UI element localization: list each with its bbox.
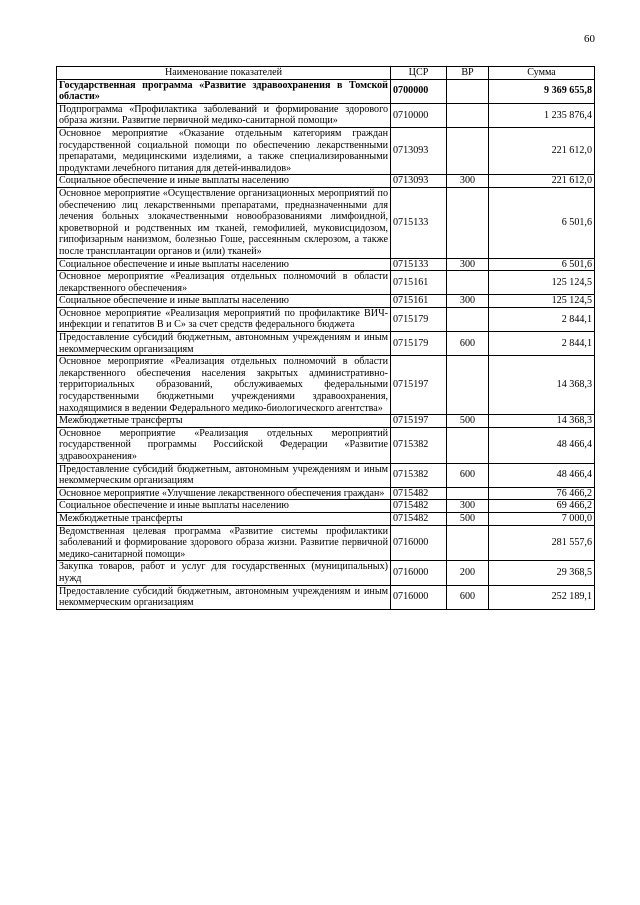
row-vr-cell <box>447 487 489 500</box>
row-csr-cell: 0715133 <box>391 187 447 258</box>
row-sum-cell: 6 501,6 <box>489 258 595 271</box>
row-vr-cell <box>447 127 489 174</box>
row-vr-cell <box>447 525 489 561</box>
row-sum-cell: 6 501,6 <box>489 187 595 258</box>
row-csr-cell: 0715482 <box>391 487 447 500</box>
row-name-cell: Социальное обеспечение и иные выплаты населению <box>57 258 391 271</box>
row-csr-cell: 0715197 <box>391 415 447 428</box>
row-vr-cell <box>447 79 489 103</box>
row-vr-cell <box>447 187 489 258</box>
row-name-cell: Предоставление субсидий бюджетным, автономным учреждениям и иным некоммерческим организациям <box>57 463 391 487</box>
row-name-cell: Межбюджетные трансферты <box>57 512 391 525</box>
row-csr-cell: 0715133 <box>391 258 447 271</box>
row-sum-cell: 76 466,2 <box>489 487 595 500</box>
row-name-cell: Основное мероприятие «Реализация мероприятий по профилактике ВИЧ-инфекции и гепатитов B и C» за счет средств федерального бюджета <box>57 307 391 331</box>
row-vr-cell <box>447 103 489 127</box>
row-csr-cell: 0710000 <box>391 103 447 127</box>
row-vr-cell <box>447 271 489 295</box>
table-row <box>57 356 595 415</box>
row-vr-cell: 500 <box>447 512 489 525</box>
row-csr-cell: 0716000 <box>391 525 447 561</box>
table-row <box>57 103 595 127</box>
row-sum-cell: 2 844,1 <box>489 332 595 356</box>
row-csr-cell: 0715382 <box>391 463 447 487</box>
row-name-cell: Ведомственная целевая программа «Развитие системы профилактики заболеваний и формирование здорового образа жизни. Развитие первичной медико-санитарной помощи» <box>57 525 391 561</box>
row-name-cell: Социальное обеспечение и иные выплаты населению <box>57 175 391 188</box>
row-name-cell: Социальное обеспечение и иные выплаты населению <box>57 295 391 308</box>
table-row <box>57 295 595 308</box>
table-row <box>57 500 595 513</box>
table-row <box>57 525 595 561</box>
row-sum-cell: 69 466,2 <box>489 500 595 513</box>
row-sum-cell: 281 557,6 <box>489 525 595 561</box>
row-csr-cell: 0715161 <box>391 271 447 295</box>
row-sum-cell: 9 369 655,8 <box>489 79 595 103</box>
row-vr-cell: 300 <box>447 258 489 271</box>
table-row <box>57 271 595 295</box>
row-sum-cell: 7 000,0 <box>489 512 595 525</box>
table-header-row <box>57 67 595 80</box>
row-csr-cell: 0716000 <box>391 585 447 609</box>
row-name-cell: Социальное обеспечение и иные выплаты населению <box>57 500 391 513</box>
row-csr-cell: 0715482 <box>391 512 447 525</box>
table-row <box>57 307 595 331</box>
table-row <box>57 463 595 487</box>
row-sum-cell: 14 368,3 <box>489 415 595 428</box>
row-sum-cell: 29 368,5 <box>489 561 595 585</box>
header-vr: ВР <box>447 67 489 80</box>
header-csr: ЦСР <box>391 67 447 80</box>
row-csr-cell: 0700000 <box>391 79 447 103</box>
row-name-cell: Основное мероприятие «Реализация отдельных мероприятий государственной программы Российской Федерации «Развитие здравоохранения» <box>57 427 391 463</box>
row-name-cell: Подпрограмма «Профилактика заболеваний и формирование здорового образа жизни. Развитие первичной медико-санитарной помощи» <box>57 103 391 127</box>
row-sum-cell: 48 466,4 <box>489 427 595 463</box>
row-vr-cell: 600 <box>447 332 489 356</box>
row-sum-cell: 14 368,3 <box>489 356 595 415</box>
row-sum-cell: 221 612,0 <box>489 127 595 174</box>
table-row <box>57 487 595 500</box>
row-vr-cell <box>447 427 489 463</box>
table-row <box>57 585 595 609</box>
row-name-cell: Закупка товаров, работ и услуг для государственных (муниципальных) нужд <box>57 561 391 585</box>
budget-table <box>56 66 595 610</box>
row-name-cell: Основное мероприятие «Осуществление организационных мероприятий по обеспечению лиц лекарственными препаратами, предназначенными для лечения больных злокачественными новообразованиями лимфоидной, кроветворной и родственных им тканей, гемофилией, муковисцидозом, гипофизарным нанизмом, болезнью Гоше, рассеянным склерозом, а также после трансплантации органов и (или) тканей» <box>57 187 391 258</box>
row-csr-cell: 0715179 <box>391 307 447 331</box>
row-name-cell: Основное мероприятие «Реализация отдельных полномочий в области лекарственного обеспечения населения закрытых административно-территориальных образований, обслуживаемых федеральными государственными бюджетными учреждениями здравоохранения, находящимися в ведении Федерального медико-биологического агентства» <box>57 356 391 415</box>
row-name-cell: Основное мероприятие «Оказание отдельным категориям граждан государственной социальной помощи по обеспечению лекарственными препаратами, медицинскими изделиями, а также специализированными продуктами лечебного питания для детей-инвалидов» <box>57 127 391 174</box>
row-name-cell: Государственная программа «Развитие здравоохранения в Томской области» <box>57 79 391 103</box>
row-csr-cell: 0715197 <box>391 356 447 415</box>
row-name-cell: Основное мероприятие «Улучшение лекарственного обеспечения граждан» <box>57 487 391 500</box>
row-vr-cell: 200 <box>447 561 489 585</box>
row-csr-cell: 0715179 <box>391 332 447 356</box>
row-vr-cell: 300 <box>447 295 489 308</box>
row-sum-cell: 125 124,5 <box>489 271 595 295</box>
table-row <box>57 187 595 258</box>
header-name: Наименование показателей <box>57 67 391 80</box>
row-name-cell: Межбюджетные трансферты <box>57 415 391 428</box>
row-vr-cell: 600 <box>447 585 489 609</box>
row-csr-cell: 0713093 <box>391 175 447 188</box>
row-vr-cell: 500 <box>447 415 489 428</box>
table-row <box>57 561 595 585</box>
page-number: 60 <box>584 33 595 45</box>
row-csr-cell: 0715161 <box>391 295 447 308</box>
row-vr-cell: 300 <box>447 175 489 188</box>
table-row <box>57 332 595 356</box>
row-sum-cell: 125 124,5 <box>489 295 595 308</box>
row-vr-cell: 300 <box>447 500 489 513</box>
row-sum-cell: 2 844,1 <box>489 307 595 331</box>
row-sum-cell: 1 235 876,4 <box>489 103 595 127</box>
row-sum-cell: 48 466,4 <box>489 463 595 487</box>
table-row <box>57 258 595 271</box>
row-csr-cell: 0713093 <box>391 127 447 174</box>
row-name-cell: Предоставление субсидий бюджетным, автономным учреждениям и иным некоммерческим организациям <box>57 332 391 356</box>
row-sum-cell: 221 612,0 <box>489 175 595 188</box>
table-row <box>57 127 595 174</box>
row-sum-cell: 252 189,1 <box>489 585 595 609</box>
row-vr-cell: 600 <box>447 463 489 487</box>
row-name-cell: Предоставление субсидий бюджетным, автономным учреждениям и иным некоммерческим организациям <box>57 585 391 609</box>
row-vr-cell <box>447 307 489 331</box>
table-row <box>57 415 595 428</box>
table-row <box>57 427 595 463</box>
table-row <box>57 175 595 188</box>
row-vr-cell <box>447 356 489 415</box>
header-sum: Сумма <box>489 67 595 80</box>
row-name-cell: Основное мероприятие «Реализация отдельных полномочий в области лекарственного обеспечения» <box>57 271 391 295</box>
row-csr-cell: 0715382 <box>391 427 447 463</box>
row-csr-cell: 0716000 <box>391 561 447 585</box>
table-row <box>57 79 595 103</box>
row-csr-cell: 0715482 <box>391 500 447 513</box>
table-row <box>57 512 595 525</box>
